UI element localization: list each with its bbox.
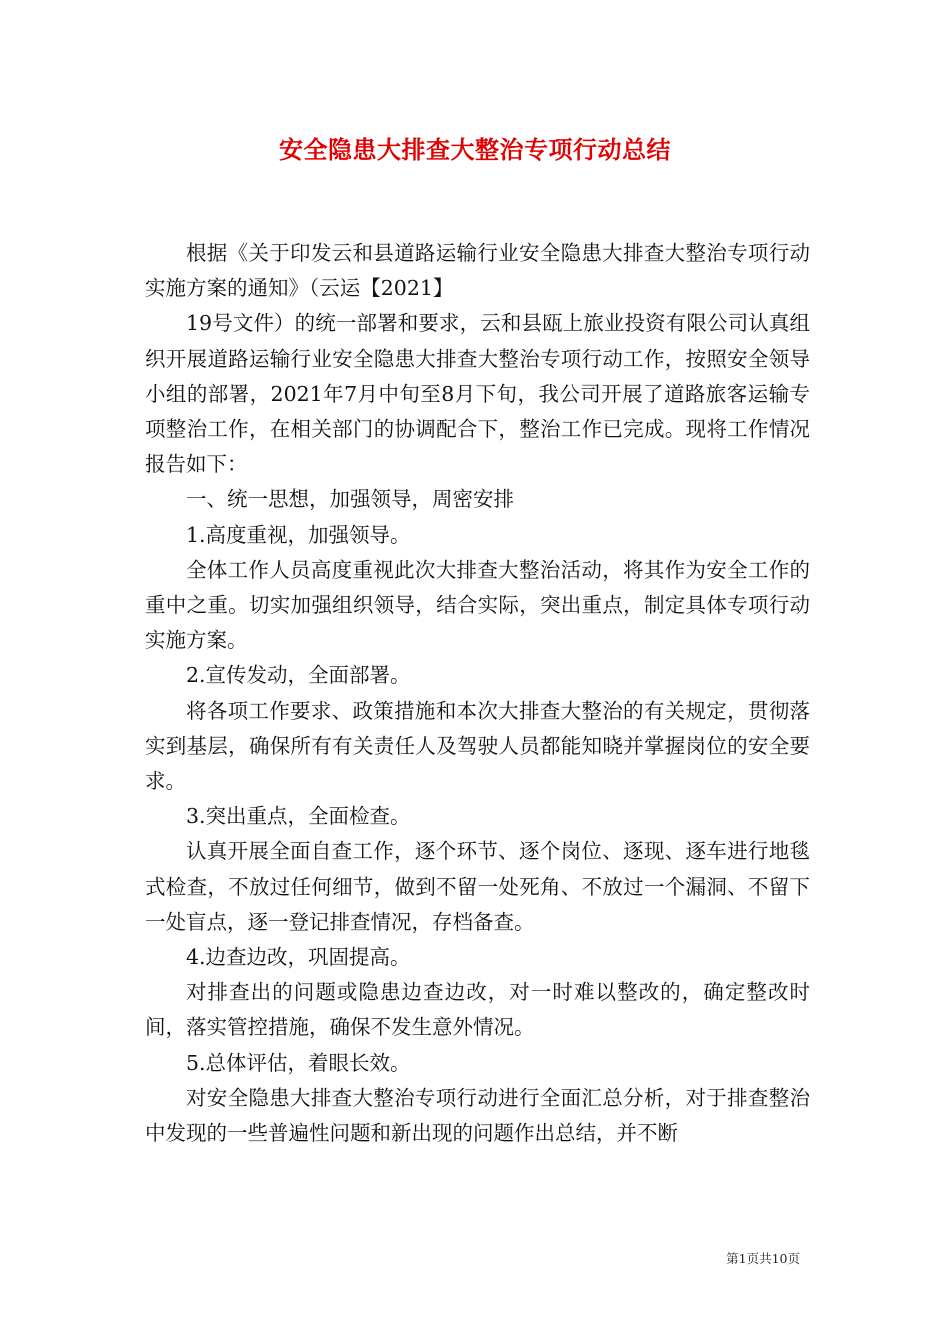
subheading-3: 3.突出重点，全面检查。 (186, 804, 411, 829)
paragraph-4: 将各项工作要求、政策措施和本次大排查大整治的有关规定，贯彻落实到基层，确保所有有关责任人及驾驶人员都能知晓并掌握岗位的安全要求。 (145, 698, 810, 794)
section-heading-1: 一、统一思想，加强领导，周密安排 (186, 487, 514, 512)
subheading-1: 1.高度重视，加强领导。 (186, 522, 411, 547)
subheading-4: 4.边查边改，巩固提高。 (186, 945, 411, 970)
paragraph-1: 根据《关于印发云和县道路运输行业安全隐患大排查大整治专项行动实施方案的通知》（云运【2021】 (145, 241, 810, 301)
document-title: 安全隐患大排查大整治专项行动总结 (279, 135, 671, 164)
paragraph-5: 认真开展全面自查工作，逐个环节、逐个岗位、逐现、逐车进行地毯式检查，不放过任何细节，做到不留一处死角、不放过一个漏洞、不留下一处盲点，逐一登记排查情况，存档备查。 (145, 839, 810, 934)
paragraph-6: 对排查出的问题或隐患边查边改，对一时难以整改的，确定整改时间，落实管控措施，确保不发生意外情况。 (145, 980, 810, 1040)
subheading-5: 5.总体评估，着眼长效。 (186, 1050, 411, 1075)
paragraph-2: 19号文件）的统一部署和要求，云和县瓯上旅业投资有限公司认真组织开展道路运输行业安全隐患大排查大整治专项行动工作，按照安全领导小组的部署，2021年7月中旬至8月下旬，我公司开展了道路旅客运输专项整治工作，在相关部门的协调配合下，整治工作已完成。现将工作情况报告如下： (145, 311, 810, 477)
subheading-2: 2.宣传发动，全面部署。 (186, 663, 411, 688)
page-number: 第1页共10页 (726, 1251, 800, 1266)
paragraph-3: 全体工作人员高度重视此次大排查大整治活动，将其作为安全工作的重中之重。切实加强组织领导，结合实际，突出重点，制定具体专项行动实施方案。 (145, 557, 810, 653)
document-body (145, 236, 810, 1151)
paragraph-7: 对安全隐患大排查大整治专项行动进行全面汇总分析，对于排查整治中发现的一些普遍性问题和新出现的问题作出总结，并不断 (145, 1085, 810, 1146)
